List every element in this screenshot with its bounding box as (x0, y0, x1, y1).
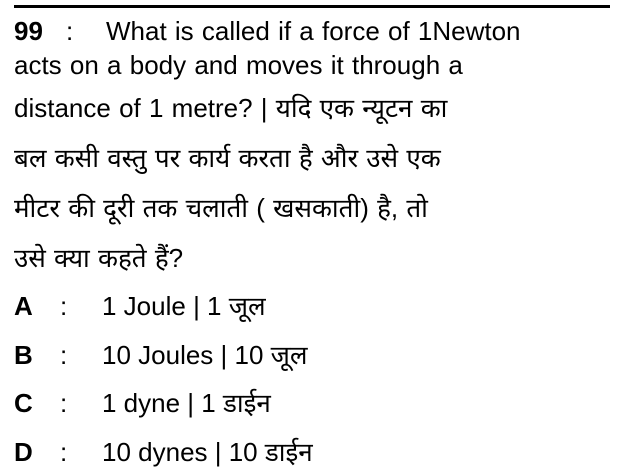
top-divider-rule (14, 5, 610, 8)
question-text-english-2: acts on a body and moves it through a (14, 48, 614, 82)
option-text: 10 Joules | 10 जूल (102, 340, 308, 370)
question-block (14, 14, 614, 282)
question-number: 99 (14, 14, 66, 48)
options-list (14, 282, 614, 476)
option-text: 10 dynes | 10 डाईन (102, 437, 313, 467)
option-letter: C (14, 379, 60, 427)
option-a[interactable] (14, 282, 614, 331)
question-line-1 (14, 14, 614, 48)
option-letter: B (14, 331, 60, 379)
option-d[interactable] (14, 428, 614, 476)
question-text-hindi-4: बल कसी वस्तु पर कार्य करता है और उसे एक (14, 134, 614, 182)
option-text: 1 dyne | 1 डाईन (102, 388, 271, 418)
option-c[interactable] (14, 379, 614, 428)
question-text-mixed-3: distance of 1 metre? | यदि एक न्यूटन का (14, 84, 614, 132)
question-text-hindi-6: उसे क्या कहते हैं? (14, 234, 614, 282)
question-separator: : (66, 14, 106, 48)
option-separator: : (60, 331, 102, 379)
option-letter: D (14, 428, 60, 476)
option-separator: : (60, 428, 102, 476)
option-b[interactable] (14, 331, 614, 380)
option-separator: : (60, 379, 102, 427)
option-letter: A (14, 282, 60, 330)
option-separator: : (60, 282, 102, 330)
question-text-hindi-5: मीटर की दूरी तक चलाती ( खसकाती) है, तो (14, 184, 614, 232)
question-text-english-1: What is called if a force of 1Newton (106, 16, 521, 46)
option-text: 1 Joule | 1 जूल (102, 291, 266, 321)
